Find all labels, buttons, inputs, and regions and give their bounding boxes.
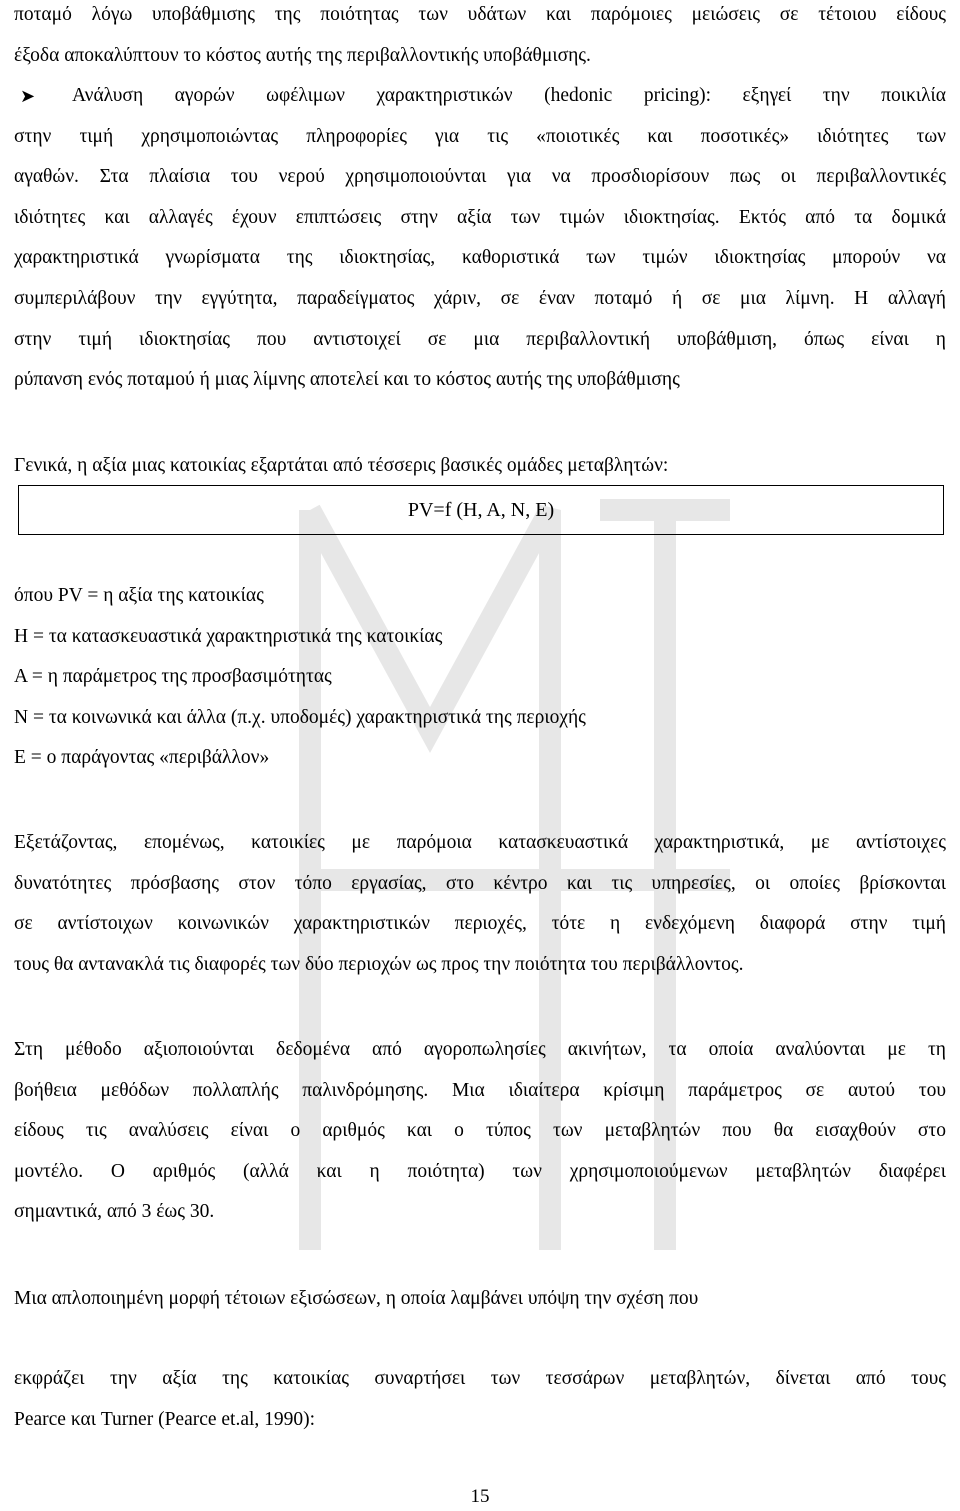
text-line: χαρακτηριστικά γνωρίσματα της ιδιοκτησίας, καθοριστικά των τιμών ιδιοκτησίας μπορούν να xyxy=(14,247,946,269)
intro-line: Γενικά, η αξία μιας κατοικίας εξαρτάται από τέσσερις βασικές ομάδες μεταβλητών: xyxy=(14,455,669,476)
text-line: Εξετάζοντας, επομένως, κατοικίες με παρόμοια κατασκευαστικά χαρακτηριστικά, με αντίστοιχες xyxy=(14,832,946,853)
paragraph xyxy=(14,1030,946,1233)
formula-box xyxy=(18,485,944,535)
text-line: Ανάλυση αγορών ωφέλιμων χαρακτηριστικών (hedonic pricing): εξηγεί την ποικιλία xyxy=(72,85,946,106)
paragraph-continued xyxy=(14,0,946,76)
definition-item: όπου PV = η αξία της κατοικίας xyxy=(14,585,264,606)
paragraph-line: Μια απλοποιημένη μορφή τέτοιων εξισώσεων, η οποία λαμβάνει υπόψη την σχέση που xyxy=(14,1288,699,1309)
paragraph xyxy=(14,1359,946,1440)
text-line: σε αντίστοιχων κοινωνικών χαρακτηριστικών περιοχές, τότε η ενδεχόμενη διαφορά στην τιμή xyxy=(14,913,946,935)
definitions-list xyxy=(14,576,946,779)
text-line: δυνατότητες πρόσβασης στον τόπο εργασίας, στο κέντρο και τις υπηρεσίες, οι οποίες βρίσκονται xyxy=(14,872,946,894)
paragraph xyxy=(14,823,946,985)
text-line: έξοδα αποκαλύπτουν το κόστος αυτής της περιβαλλοντικής υποβάθμισης. xyxy=(14,44,591,66)
text-line: Στη μέθοδο αξιοποιούνται δεδομένα από αγοροπωλησίες ακινήτων, τα οποία αναλύονται με τη xyxy=(14,1039,946,1060)
text-line: μοντέλο. Ο αριθμός (αλλά και η ποιότητα) των χρησιμοποιούμενων μεταβλητών διαφέρει xyxy=(14,1160,946,1182)
definition-item: A = η παράμετρος της προσβασιμότητας xyxy=(14,666,332,688)
text-line: αγαθών. Στα πλαίσια του νερού χρησιμοποιούνται για να προσδιορίσουν πως οι περιβαλλοντικές xyxy=(14,166,946,188)
definition-item: H = τα κατασκευαστικά χαρακτηριστικά της κατοικίας xyxy=(14,625,443,647)
text-line: εκφράζει την αξία της κατοικίας συναρτήσει των τεσσάρων μεταβλητών, δίνεται από τους xyxy=(14,1368,946,1389)
text-line: σημαντικά, από 3 έως 30. xyxy=(14,1201,215,1223)
document-page xyxy=(14,0,946,1511)
formula: PV=f (H, A, N, E) xyxy=(407,498,555,521)
text-line: Pearce και Turner (Pearce et.al, 1990): xyxy=(14,1408,316,1430)
definition-item: E = ο παράγοντας «περιβάλλον» xyxy=(14,747,270,769)
bullet-first-line xyxy=(14,76,946,117)
arrowhead-bullet-icon: ➤ xyxy=(20,86,36,106)
text-line: ποταμό λόγω υποβάθμισης της ποιότητας των υδάτων και παρόμοιες μειώσεις σε τέτοιου είδους xyxy=(14,4,946,25)
text-line: τους θα αντανακλά τις διαφορές των δύο περιοχών ως προς την ποιότητα του περιβάλλοντος. xyxy=(14,953,744,975)
text-line: στην τιμή χρησιμοποιώντας πληροφορίες για τις «ποιοτικές και ποσοτικές» ιδιότητες των xyxy=(14,125,946,147)
text-line: στην τιμή ιδιοκτησίας που αντιστοιχεί σε μια περιβαλλοντική υποβάθμιση, όπως είναι η xyxy=(14,328,946,350)
page-number: 15 xyxy=(470,1486,490,1507)
text-line: ρύπανση ενός ποταμού ή μιας λίμνης αποτελεί και το κόστος αυτής της υποβάθμισης xyxy=(14,369,680,391)
text-line: είδους τις αναλύσεις είναι ο αριθμός και ο τύπος των μεταβλητών που θα εισαχθούν στο xyxy=(14,1120,946,1142)
text-line: συμπεριλάβουν την εγγύτητα, παραδείγματος χάριν, σε έναν ποταμό ή σε μια λίμνη. Η αλλαγή xyxy=(14,287,946,309)
text-line: ιδιότητες και αλλαγές έχουν επιπτώσεις στην αξία των τιμών ιδιοκτησίας. Εκτός από τα δομικά xyxy=(14,206,946,228)
text-line: βοήθεια μεθόδων πολλαπλής παλινδρόμησης. Μια ιδιαίτερα κρίσιμη παράμετρος σε αυτού του xyxy=(14,1079,946,1101)
bullet-item-hedonic-pricing xyxy=(14,76,946,401)
definition-item: N = τα κοινωνικά και άλλα (π.χ. υποδομές) χαρακτηριστικά της περιοχής xyxy=(14,706,586,728)
